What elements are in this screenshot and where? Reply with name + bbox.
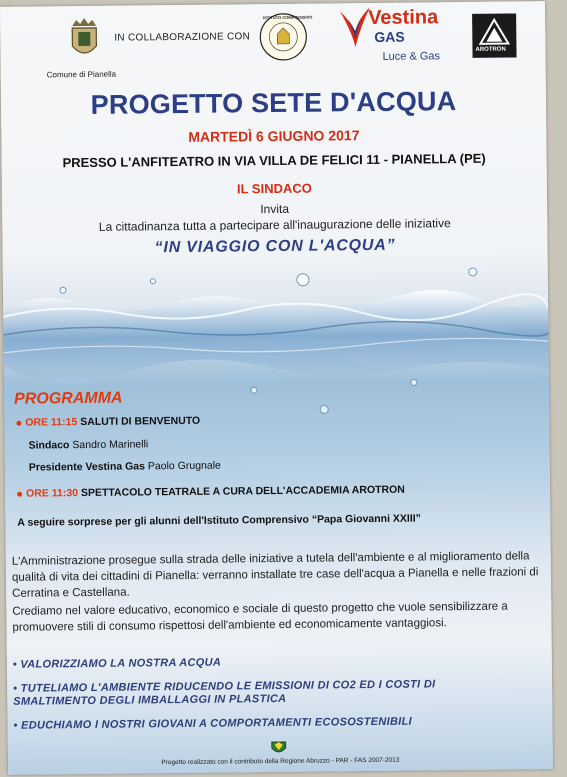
sindaco-name: Sandro Marinelli <box>72 438 149 452</box>
body-paragraph-1: L'Amministrazione prosegue sulla strada delle iniziative a tutela dell'ambiente e al miglioramento della qualità di vita dei cittadini di Pianella: verranno installate tre case dell'acqua a Pianella e nelle frazioni di Cerratina e Castellana. <box>11 550 539 600</box>
event-place: PRESSO L'ANFITEATRO IN VIA VILLA DE FELICI 11 - PIANELLA (PE) <box>62 150 486 171</box>
presidente-line <box>29 460 221 474</box>
vestina-logo <box>338 4 449 69</box>
item2-time: ORE 11:30 <box>26 487 79 500</box>
vestina-gas: GAS <box>374 28 405 45</box>
footer-text: Progetto realizzato con il contributo della Regione Abruzzo - PAR - FAS 2007-2013 <box>161 756 400 767</box>
item1-time: ORE 11:15 <box>25 416 78 429</box>
item2-text: SPETTACOLO TEATRALE A CURA DELL'ACCADEMIA AROTRON <box>80 483 405 500</box>
bullet-item-2: • TUTELIAMO L'AMBIENTE RIDUCENDO LE EMISSIONI DI CO2 ED I COSTI DI SMALTIMENTO DEGLI IMBALLAGGI IN PLASTICA <box>13 678 436 708</box>
bullet-text-2: TUTELIAMO L'AMBIENTE RIDUCENDO LE EMISSIONI DI CO2 ED I COSTI DI SMALTIMENTO DEGLI IMBALLAGGI IN PLASTICA <box>13 678 436 708</box>
vestina-brand: Vestina <box>368 6 439 30</box>
body-paragraph-2: Crediamo nel valore educativo, economico e sociale di questo progetto che vuole sensibilizzare a promuovere stili di consumo rispettosi dell'ambiente ed economicamente vantaggiosi. <box>12 600 508 634</box>
sindaco-heading: IL SINDACO <box>236 180 312 197</box>
bullet-item-1: • VALORIZZIAMO LA NOSTRA ACQUA <box>12 656 222 671</box>
sindaco-role: Sindaco <box>28 439 70 452</box>
bullet-dot-icon <box>16 420 21 425</box>
programma-heading: PROGRAMMA <box>14 389 123 408</box>
bullet-dot-icon <box>17 491 22 496</box>
presidente-name: Paolo Grugnale <box>147 459 221 473</box>
comune-crest-icon <box>64 16 104 62</box>
poster <box>0 1 553 775</box>
programma-item-2 <box>17 484 405 500</box>
event-date: MARTEDÌ 6 GIUGNO 2017 <box>188 127 360 145</box>
bullet-text-1: VALORIZZIAMO LA NOSTRA ACQUA <box>20 656 222 671</box>
bullet-item-3: • EDUCHIAMO I NOSTRI GIOVANI A COMPORTAMENTI ECOSOSTENIBILI <box>13 715 412 732</box>
arotron-label: AROTRON <box>475 46 506 53</box>
event-subtitle: “IN VIAGGIO CON L'ACQUA” <box>154 236 396 257</box>
programma-item-1 <box>16 415 200 429</box>
sindaco-line <box>29 438 149 451</box>
bullet-text-3: EDUCHIAMO I NOSTRI GIOVANI A COMPORTAMENTI ECOSOSTENIBILI <box>20 715 412 732</box>
arotron-logo <box>472 13 516 57</box>
collab-text: IN COLLABORAZIONE CON <box>114 31 251 44</box>
comune-label: Comune di Pianella <box>46 69 117 80</box>
item1-text: SALUTI DI BENVENUTO <box>80 414 201 429</box>
comune-logo <box>44 14 125 85</box>
invita-text: Invita <box>260 201 290 217</box>
vestina-tagline: Luce & Gas <box>382 50 441 63</box>
school-seal <box>258 12 313 63</box>
presidente-role: Presidente Vestina Gas <box>28 460 146 474</box>
regione-logo-icon <box>270 738 288 756</box>
follow-line: A seguire sorprese per gli alunni dell'Istituto Comprensivo “Papa Giovanni XXIII” <box>17 512 421 529</box>
school-seal-label: ISTITUTO COMPRENSIVO <box>263 14 313 21</box>
invite-line: La cittadinanza tutta a partecipare all'inaugurazione delle iniziative <box>98 216 451 234</box>
page-title: PROGETTO SETE D'ACQUA <box>90 86 457 120</box>
